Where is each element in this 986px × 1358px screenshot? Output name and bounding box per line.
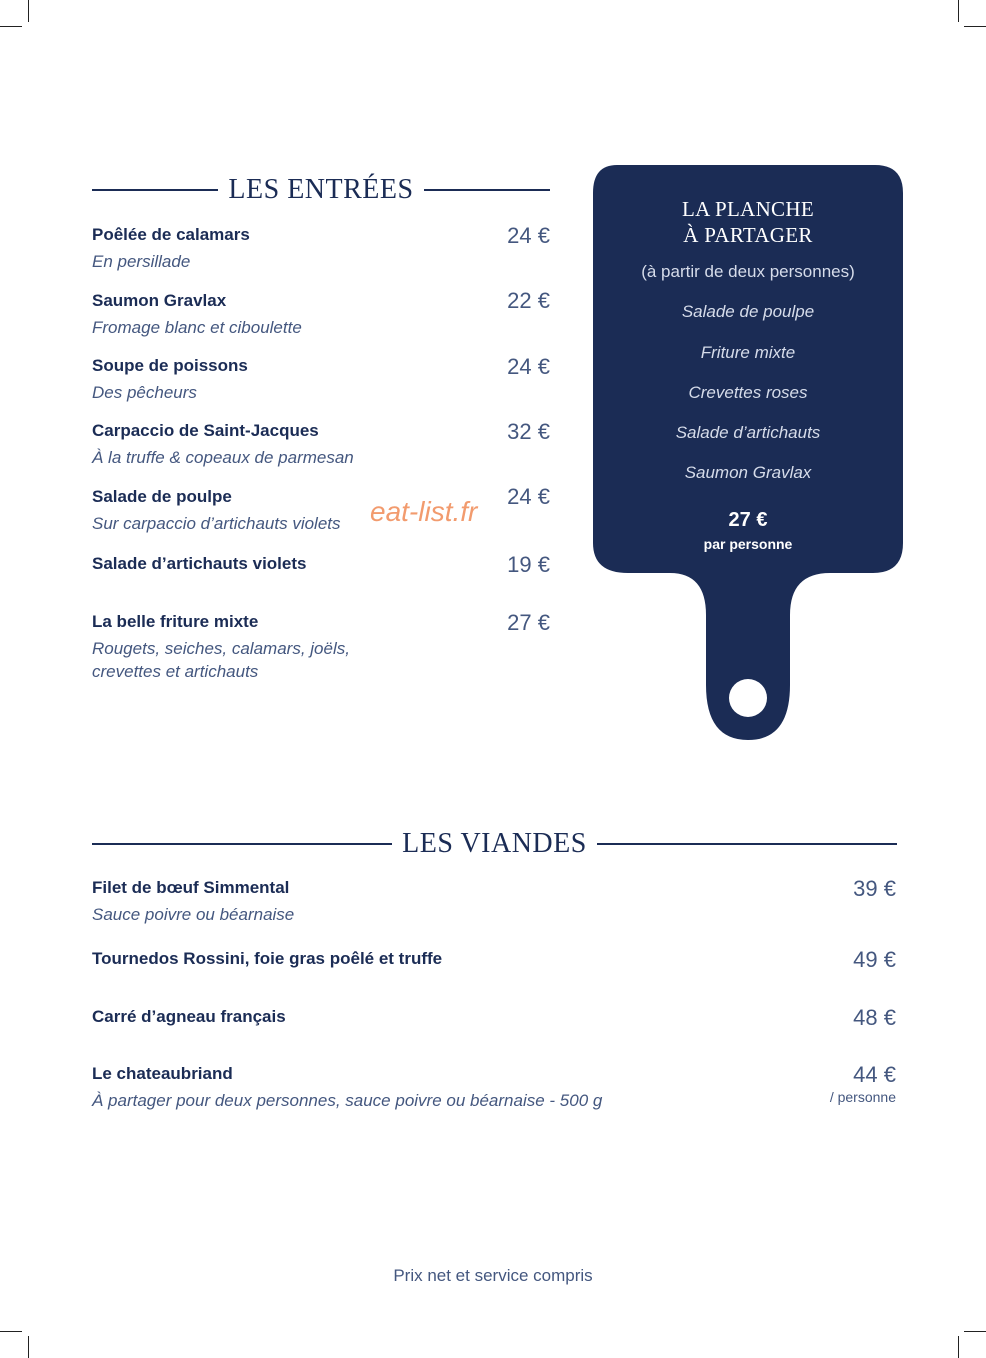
dish-price: 39 € — [853, 876, 896, 901]
entree-item — [92, 290, 302, 339]
planche-item: Friture mixte — [700, 343, 796, 362]
dish-description — [92, 637, 350, 683]
footer-note: Prix net et service compris — [393, 1266, 593, 1285]
viandes-title: LES VIANDES — [402, 828, 587, 859]
dish-price: 32 € — [507, 419, 550, 444]
planche-item: Saumon Gravlax — [684, 463, 812, 482]
planche-item: Salade d’artichauts — [675, 423, 821, 442]
planche-unit: par personne — [703, 536, 793, 552]
dish-price: 27 € — [507, 610, 550, 635]
crop-mark — [958, 1336, 959, 1358]
planche-subtitle: (à partir de deux personnes) — [641, 262, 855, 281]
price-unit: / personne — [829, 1089, 896, 1105]
dish-price: 24 € — [507, 354, 550, 379]
watermark: eat-list.fr — [370, 496, 478, 527]
dish-name: Le chateaubriand — [92, 1064, 233, 1083]
crop-mark — [964, 1331, 986, 1332]
viande-item — [92, 948, 442, 970]
dish-price: 24 € — [507, 223, 550, 248]
entree-item — [92, 355, 248, 404]
crop-mark — [0, 1331, 22, 1332]
entree-item — [92, 486, 341, 535]
entrees-heading — [92, 174, 550, 206]
heading-rule-left — [92, 189, 218, 191]
planche-title-line: LA PLANCHE — [682, 197, 814, 221]
crop-mark — [28, 0, 29, 22]
heading-rule-right — [597, 843, 897, 845]
dish-name: Salade d’artichauts violets — [92, 554, 307, 573]
heading-rule-left — [92, 843, 392, 845]
dish-price: 19 € — [507, 552, 550, 577]
viande-item — [92, 1063, 602, 1112]
dish-name: Carpaccio de Saint-Jacques — [92, 421, 319, 440]
planche-title — [593, 196, 903, 248]
dish-name: Saumon Gravlax — [92, 291, 227, 310]
dish-name: Tournedos Rossini, foie gras poêlé et truffe — [92, 949, 443, 968]
crop-mark — [964, 26, 986, 27]
dish-price: 49 € — [853, 947, 896, 972]
dish-description: Sur carpaccio d’artichauts violets — [92, 514, 341, 533]
dish-price: 22 € — [507, 288, 550, 313]
dish-name: Poêlée de calamars — [92, 225, 250, 244]
planche-item: Salade de poulpe — [681, 302, 815, 321]
dish-price: 44 € — [853, 1062, 896, 1087]
dish-description: À la truffe & copeaux de parmesan — [92, 448, 354, 467]
dish-description: Des pêcheurs — [92, 383, 197, 402]
dish-name: Carré d’agneau français — [92, 1007, 286, 1026]
entrees-title: LES ENTRÉES — [228, 174, 414, 205]
dish-name: Soupe de poissons — [92, 356, 248, 375]
planche-title-line: À PARTAGER — [683, 223, 813, 247]
crop-mark — [28, 1336, 29, 1358]
dish-description: Fromage blanc et ciboulette — [92, 318, 302, 337]
dish-name: Filet de bœuf Simmental — [92, 878, 290, 897]
heading-rule-right — [424, 189, 550, 191]
planche-item: Crevettes roses — [688, 383, 808, 402]
dish-description: En persillade — [92, 252, 191, 271]
entree-item — [92, 553, 306, 575]
crop-mark — [958, 0, 959, 22]
dish-description: À partager pour deux personnes, sauce poivre ou béarnaise - 500 g — [92, 1091, 603, 1110]
entree-item — [92, 420, 354, 469]
dish-name: La belle friture mixte — [92, 612, 259, 631]
entree-item — [92, 611, 350, 683]
dish-description: Sauce poivre ou béarnaise — [92, 905, 295, 924]
viande-item — [92, 877, 294, 926]
dish-price: 24 € — [507, 484, 550, 509]
dish-description-line: crevettes et artichauts — [92, 662, 259, 681]
entree-item — [92, 224, 250, 273]
planche-price: 27 € — [728, 509, 768, 531]
dish-name: Salade de poulpe — [92, 487, 232, 506]
viandes-heading — [92, 828, 897, 860]
dish-description-line: Rougets, seiches, calamars, joëls, — [92, 639, 350, 658]
viande-item — [92, 1006, 286, 1028]
dish-price: 48 € — [853, 1005, 896, 1030]
crop-mark — [0, 26, 22, 27]
